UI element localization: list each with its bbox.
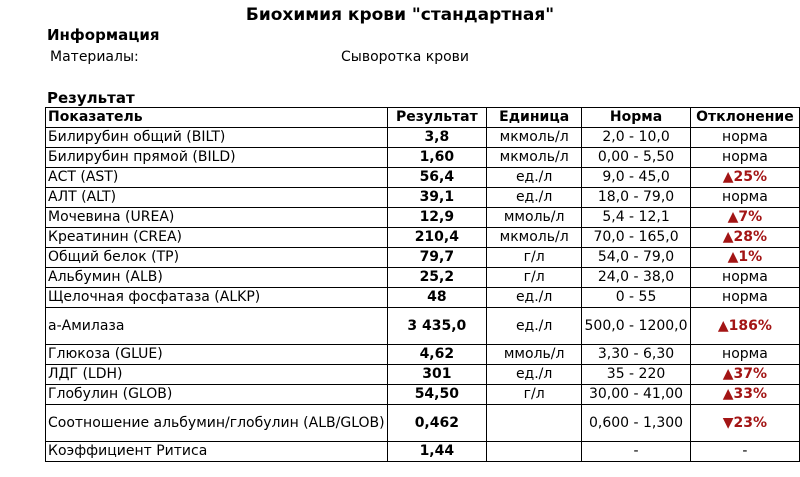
cell-unit: мкмоль/л — [487, 128, 582, 148]
cell-norm: 0 - 55 — [582, 288, 691, 308]
cell-unit: ммоль/л — [487, 208, 582, 228]
cell-unit: мкмоль/л — [487, 148, 582, 168]
cell-unit: г/л — [487, 248, 582, 268]
cell-result: 48 — [387, 288, 487, 308]
cell-indicator: Билирубин прямой (BILD) — [46, 148, 388, 168]
cell-deviation: норма — [690, 188, 799, 208]
cell-result: 56,4 — [387, 168, 487, 188]
info-heading: Информация — [47, 26, 160, 44]
table-row — [46, 308, 800, 345]
cell-unit: ммоль/л — [487, 345, 582, 365]
cell-norm: - — [582, 442, 691, 462]
table-row — [46, 345, 800, 365]
cell-unit: ед./л — [487, 288, 582, 308]
cell-deviation: норма — [690, 345, 799, 365]
cell-deviation: ▲28% — [690, 228, 799, 248]
cell-deviation: ▲7% — [690, 208, 799, 228]
table-row — [46, 188, 800, 208]
cell-indicator: Билирубин общий (BILT) — [46, 128, 388, 148]
cell-unit — [487, 405, 582, 442]
cell-deviation: ▲37% — [690, 365, 799, 385]
cell-indicator: Альбумин (ALB) — [46, 268, 388, 288]
cell-result: 3 435,0 — [387, 308, 487, 345]
cell-indicator: Щелочная фосфатаза (ALKP) — [46, 288, 388, 308]
cell-deviation: норма — [690, 288, 799, 308]
cell-deviation: норма — [690, 268, 799, 288]
cell-result: 1,44 — [387, 442, 487, 462]
cell-unit: г/л — [487, 385, 582, 405]
cell-unit: ед./л — [487, 188, 582, 208]
cell-norm: 0,600 - 1,300 — [582, 405, 691, 442]
cell-norm: 24,0 - 38,0 — [582, 268, 691, 288]
cell-deviation: ▲25% — [690, 168, 799, 188]
cell-result: 79,7 — [387, 248, 487, 268]
cell-norm: 5,4 - 12,1 — [582, 208, 691, 228]
cell-norm: 35 - 220 — [582, 365, 691, 385]
cell-result: 54,50 — [387, 385, 487, 405]
table-row — [46, 288, 800, 308]
cell-indicator: Глюкоза (GLUE) — [46, 345, 388, 365]
table-row — [46, 248, 800, 268]
table-row — [46, 268, 800, 288]
cell-deviation: ▲1% — [690, 248, 799, 268]
table-header-row — [46, 108, 800, 128]
cell-unit: г/л — [487, 268, 582, 288]
cell-unit: ед./л — [487, 168, 582, 188]
table-row — [46, 365, 800, 385]
column-header-norm: Норма — [582, 108, 691, 128]
cell-deviation: - — [690, 442, 799, 462]
cell-indicator: a-Амилаза — [46, 308, 388, 345]
cell-unit — [487, 442, 582, 462]
cell-indicator: ЛДГ (LDH) — [46, 365, 388, 385]
cell-result: 4,62 — [387, 345, 487, 365]
cell-norm: 18,0 - 79,0 — [582, 188, 691, 208]
cell-result: 3,8 — [387, 128, 487, 148]
table-row — [46, 208, 800, 228]
cell-unit: ед./л — [487, 308, 582, 345]
cell-norm: 0,00 - 5,50 — [582, 148, 691, 168]
cell-norm: 2,0 - 10,0 — [582, 128, 691, 148]
cell-norm: 30,00 - 41,00 — [582, 385, 691, 405]
materials-value: Сыворотка крови — [341, 49, 469, 65]
table-row — [46, 128, 800, 148]
cell-deviation: ▲33% — [690, 385, 799, 405]
cell-norm: 70,0 - 165,0 — [582, 228, 691, 248]
results-table — [45, 107, 800, 462]
cell-deviation: норма — [690, 148, 799, 168]
materials-label: Материалы: — [50, 49, 139, 65]
cell-deviation: ▼23% — [690, 405, 799, 442]
cell-deviation: ▲186% — [690, 308, 799, 345]
cell-result: 25,2 — [387, 268, 487, 288]
cell-norm: 3,30 - 6,30 — [582, 345, 691, 365]
cell-indicator: АЛТ (ALT) — [46, 188, 388, 208]
cell-result: 0,462 — [387, 405, 487, 442]
table-row — [46, 168, 800, 188]
table-row — [46, 442, 800, 462]
result-heading: Результат — [47, 89, 135, 107]
cell-norm: 500,0 - 1200,0 — [582, 308, 691, 345]
cell-result: 301 — [387, 365, 487, 385]
column-header-result: Результат — [387, 108, 487, 128]
cell-unit: мкмоль/л — [487, 228, 582, 248]
cell-indicator: Мочевина (UREA) — [46, 208, 388, 228]
report-title: Биохимия крови "стандартная" — [245, 5, 555, 25]
column-header-unit: Единица — [487, 108, 582, 128]
column-header-indicator: Показатель — [46, 108, 388, 128]
table-row — [46, 385, 800, 405]
table-row — [46, 228, 800, 248]
cell-indicator: Соотношение альбумин/глобулин (ALB/GLOB) — [46, 405, 388, 442]
cell-norm: 54,0 - 79,0 — [582, 248, 691, 268]
cell-indicator: Глобулин (GLOB) — [46, 385, 388, 405]
cell-deviation: норма — [690, 128, 799, 148]
cell-indicator: Коэффициент Ритиса — [46, 442, 388, 462]
cell-unit: ед./л — [487, 365, 582, 385]
cell-result: 39,1 — [387, 188, 487, 208]
column-header-deviation: Отклонение — [690, 108, 799, 128]
cell-result: 1,60 — [387, 148, 487, 168]
table-row — [46, 405, 800, 442]
cell-result: 12,9 — [387, 208, 487, 228]
table-row — [46, 148, 800, 168]
cell-indicator: Общий белок (TP) — [46, 248, 388, 268]
cell-result: 210,4 — [387, 228, 487, 248]
cell-norm: 9,0 - 45,0 — [582, 168, 691, 188]
cell-indicator: Креатинин (CREA) — [46, 228, 388, 248]
cell-indicator: АСТ (AST) — [46, 168, 388, 188]
